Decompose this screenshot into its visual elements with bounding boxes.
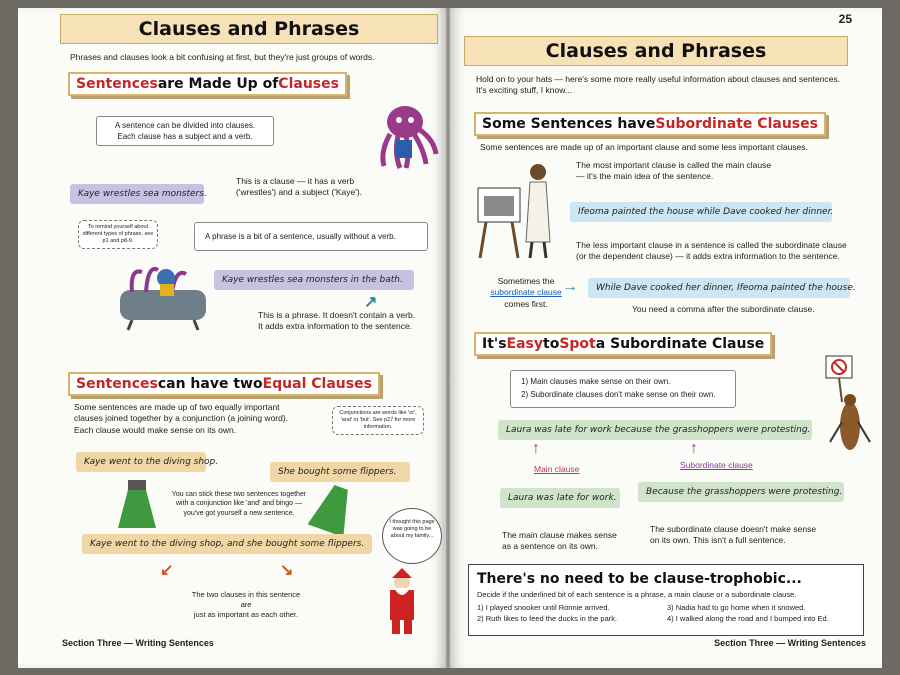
arrow-up-icon: ↗ — [364, 294, 378, 311]
page-title-right: Clauses and Phrases — [464, 36, 848, 66]
definition-line: Each clause has a subject and a verb. — [117, 132, 253, 142]
painter-illustration — [474, 158, 564, 262]
arrow-right-icon: → — [562, 278, 578, 295]
note-line: (or the dependent clause) — it adds extra information to the sentence. — [576, 251, 840, 262]
example-laura-late: Laura was late for work because the grasshoppers were protesting. — [498, 420, 812, 440]
arrow-down-icon: ↙ — [160, 562, 174, 579]
quiz-question: 1) I played snooker until Ronnie arrived. — [477, 603, 610, 612]
note-line: The subordinate clause doesn't make sense — [650, 524, 817, 534]
rule-line: 2) Subordinate clauses don't make sense on their own. — [521, 389, 716, 399]
stick-line: You can stick these two sentences together — [171, 491, 307, 498]
heading-word: Some Sentences have — [482, 116, 656, 132]
conjunction-note: Conjunctions are words like 'or', 'and' or 'but'. See p27 for more information. — [332, 406, 424, 435]
stick-line: you've got yourself a new sentence. — [183, 509, 295, 517]
page-number-right: 25 — [838, 12, 852, 26]
example-combined-sentence: Kaye went to the diving shop, and she bought some flippers. — [82, 534, 372, 554]
heading-word: Spot — [559, 336, 596, 352]
example-in-the-bath: Kaye wrestles sea monsters in the bath. — [214, 270, 414, 290]
note-line: The main clause makes sense — [502, 530, 617, 540]
paragraph-line: Some sentences are made up of two equally important — [74, 402, 280, 412]
intro-line: It's exciting stuff, I know... — [476, 85, 572, 96]
example-laura-short: Laura was late for work. — [500, 488, 620, 508]
intro-text-left: Phrases and clauses look a bit confusing at first, but they're just groups of words. — [70, 52, 375, 62]
flipper-left-illustration — [112, 478, 162, 534]
subordinate-clause-note — [576, 240, 876, 263]
heading-word: Easy — [506, 336, 544, 352]
stick-together-text — [164, 490, 314, 518]
definition-line: A sentence can be divided into clauses. — [114, 121, 256, 130]
sometimes-first-note — [486, 276, 566, 310]
quiz-question: 2) Ruth likes to feed the ducks in the park. — [477, 614, 618, 624]
note-line: just as important as each other. — [193, 610, 299, 620]
example-while-dave: While Dave cooked her dinner, Ifeoma painted the house. — [588, 278, 850, 298]
left-page — [18, 8, 446, 668]
equal-importance-note — [186, 590, 306, 620]
example-diving-shop: Kaye went to the diving shop. — [76, 452, 206, 472]
rules-box — [510, 370, 736, 408]
note-line: comes first. — [504, 298, 548, 309]
equal-clauses-paragraph — [74, 402, 324, 436]
quiz-question: 3) Nadia had to go home when it snowed. — [667, 603, 806, 612]
example-ifeoma-painted: Ifeoma painted the house while Dave cooked her dinner. — [570, 202, 832, 222]
label-main-clause: Main clause — [534, 464, 580, 474]
quiz-instruction: Decide if the underlined bit of each sentence is a phrase, a main clause or a subordinate clause. — [477, 590, 797, 599]
clause-explanation-line: ('wrestles') and a subject ('Kaye'). — [236, 187, 363, 198]
arrow-up-icon: ↑ — [532, 440, 540, 457]
note-line: Sometimes the — [497, 276, 555, 286]
main-clause-sense-note — [502, 530, 652, 553]
page-title-left: Clauses and Phrases — [60, 14, 438, 44]
example-because-grasshoppers: Because the grasshoppers were protesting. — [638, 482, 844, 502]
heading-word: Sentences — [76, 376, 158, 392]
rule-line: 1) Main clauses make sense on their own. — [521, 377, 671, 386]
note-line: — it's the main idea of the sentence. — [576, 171, 714, 182]
note-line: on its own. This isn't a full sentence. — [650, 535, 786, 546]
phrase-explanation — [258, 310, 438, 333]
santa-thought-bubble: I thought this page was going to be about my family... — [382, 508, 442, 564]
paragraph-line: clauses joined together by a conjunction (a joining word). — [74, 413, 289, 424]
heading-word: are Made Up of — [157, 76, 279, 92]
stick-line: with a conjunction like 'and' and bingo — — [175, 500, 303, 508]
note-line: subordinate clause — [490, 287, 562, 298]
phrase-explanation-line: This is a phrase. It doesn't contain a verb. — [258, 310, 416, 320]
heading-word: It's — [482, 336, 507, 352]
footer-right: Section Three — Writing Sentences — [714, 638, 866, 648]
santa-illustration — [378, 568, 428, 638]
heading-subordinate-clauses — [474, 112, 826, 136]
clause-explanation-line: This is a clause — it has a verb — [236, 176, 355, 186]
paragraph-line: Each clause would make sense on its own. — [74, 424, 237, 435]
clause-explanation — [236, 176, 406, 199]
subordinate-sense-note — [650, 524, 850, 547]
quiz-box — [468, 564, 864, 636]
heading-made-up-of-clauses — [68, 72, 347, 96]
bathtub-illustration — [112, 258, 212, 332]
flipper-right-illustration — [308, 482, 358, 538]
phrase-reminder-note: To remind yourself about different types of phrase, see p1 and p8-9. — [78, 220, 158, 249]
heading-word: Clauses — [278, 76, 339, 92]
heading-equal-clauses — [68, 372, 380, 396]
quiz-title: There's no need to be clause-trophobic... — [477, 571, 802, 587]
note-line: The less important clause in a sentence is called the subordinate clause — [576, 240, 847, 250]
arrow-up-icon: ↑ — [690, 440, 698, 457]
heading-word: can have two — [157, 376, 263, 392]
quiz-question: 4) I walked along the road and I bumped into Ed. — [667, 614, 829, 624]
note-line: The two clauses in this sentence are — [191, 590, 301, 610]
note-line: The most important clause is called the main clause — [576, 160, 772, 170]
grasshopper-illustration — [820, 352, 876, 464]
phrase-explanation-line: It adds extra information to the sentence. — [258, 321, 413, 332]
example-kaye-wrestles: Kaye wrestles sea monsters. — [70, 184, 204, 204]
heading-word: Subordinate Clauses — [655, 116, 818, 132]
example-flippers: She bought some flippers. — [270, 462, 410, 482]
heading-word: to — [543, 336, 560, 352]
main-clause-note — [576, 160, 816, 183]
sentence-definition-box — [96, 116, 274, 146]
heading-word: Sentences — [76, 76, 158, 92]
phrase-definition-box: A phrase is a bit of a sentence, usually without a verb. — [194, 222, 428, 251]
octopus-illustration — [370, 102, 440, 170]
right-page — [450, 8, 882, 668]
subordinate-paragraph: Some sentences are made up of an important clause and some less important clauses. — [480, 142, 808, 152]
intro-text-right — [476, 74, 866, 97]
note-line: as a sentence on its own. — [502, 541, 598, 552]
heading-easy-to-spot — [474, 332, 772, 356]
arrow-down-icon: ↘ — [280, 562, 294, 579]
comma-note: You need a comma after the subordinate clause. — [632, 304, 815, 314]
footer-left: Section Three — Writing Sentences — [62, 638, 214, 648]
heading-word: a Subordinate Clause — [595, 336, 765, 352]
heading-word: Equal Clauses — [262, 376, 372, 392]
label-subordinate-clause: Subordinate clause — [680, 460, 753, 470]
intro-line: Hold on to your hats — here's some more really useful information about clauses and sentences. — [476, 74, 841, 84]
